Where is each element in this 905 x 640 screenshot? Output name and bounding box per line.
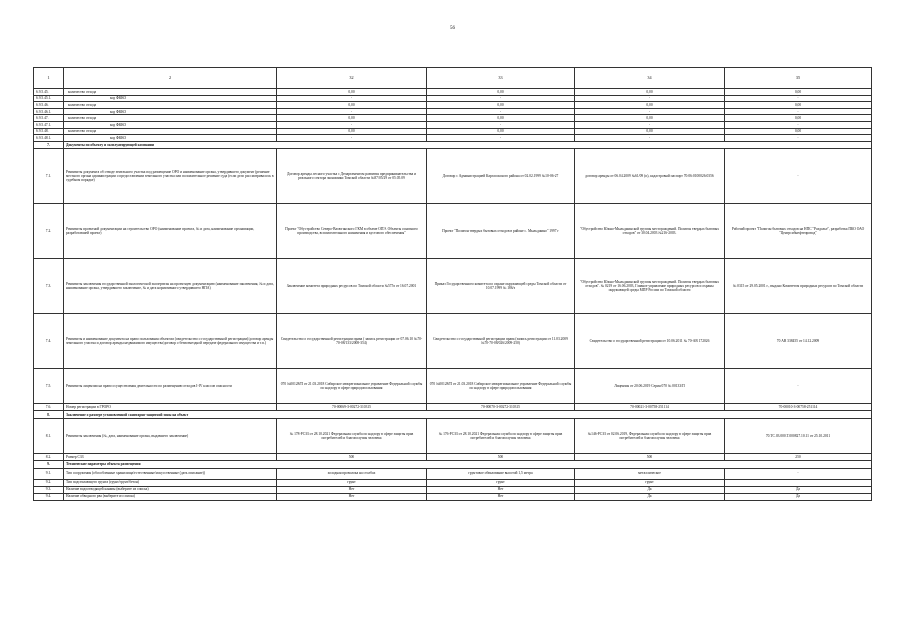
row-value: -: [725, 108, 872, 115]
row-value: холодная проволока на столбах: [277, 468, 427, 479]
table-row: [34, 468, 872, 479]
row-value: -: [277, 108, 427, 115]
section-number: 7.: [34, 141, 64, 149]
row-number: 8.1.: [34, 418, 64, 453]
row-value: грунт: [427, 479, 575, 486]
row-number: 7.3.: [34, 259, 64, 314]
row-value: 0,00: [725, 89, 872, 96]
row-value: грунт: [575, 479, 725, 486]
row-value: 0,00: [427, 102, 575, 109]
row-number: 7.1.: [34, 149, 64, 204]
row-value: 0,00: [725, 115, 872, 122]
section-row: [34, 460, 872, 468]
row-label: количество отхода: [64, 115, 277, 122]
row-label: Тип сооружения (обособленные хранилища/естественные/искусственные (дать описание)): [64, 468, 277, 479]
row-value: № 0315 от 29.05.2001 г., выдано Комитетом природных ресурсов по Томской области: [725, 259, 872, 314]
table-row: [34, 493, 872, 500]
row-value: договор аренды от 06.04.2009 №61/09 (п), кадастровый паспорт 70:06:0100026:0356: [575, 149, 725, 204]
row-value: Проект "Полигон твердых бытовых отходов в районе с. Мыльджино" 1997 г: [427, 204, 575, 259]
row-number: 7.2.: [34, 204, 64, 259]
table-row: [34, 204, 872, 259]
row-number: 6.9.5.46.1.: [34, 108, 64, 115]
row-value: 500: [277, 453, 427, 460]
row-value: грунтовое обвалование высотой 1,5 метра: [427, 468, 575, 479]
row-value: "Обустройство Южно-Мыльджинской группы месторождений. Полигон твердых бытовых отходов" от 30.04.2003 №216-2003.: [575, 204, 725, 259]
row-value: -: [277, 121, 427, 128]
row-number: 7.4.: [34, 314, 64, 369]
row-value: 0,00: [277, 115, 427, 122]
row-value: 0,00: [725, 128, 872, 135]
row-value: 70-00021-З-00758-251114: [575, 404, 725, 411]
row-value: Приказ Государственного комитета по охране окружающей среды Томской области от 10.07.1999 № 186/э: [427, 259, 575, 314]
table-row: [34, 149, 872, 204]
row-label: Реквизиты проектной документации на строительство ОРО (наименование проекта, № и дата, наименование организации, разработавшей проект): [64, 204, 277, 259]
row-label: Тип подстилающего грунта (грунт/грунт/бетон): [64, 479, 277, 486]
row-value: -: [725, 369, 872, 404]
row-value: Нет: [277, 493, 427, 500]
table-row: [34, 453, 872, 460]
row-value: -: [575, 121, 725, 128]
table-row: [34, 404, 872, 411]
column-header: 33: [427, 68, 575, 89]
row-value: Договор аренды лесного участка с Департаментом развития предпринимательства и реального сектора экономики Томской области №87/05/29 от 05.05.09: [277, 149, 427, 204]
row-label: количество отхода: [64, 89, 277, 96]
row-value: -: [277, 135, 427, 142]
row-value: 70-00070-З-00272-310315: [427, 404, 575, 411]
row-value: Да: [725, 493, 872, 500]
row-label: код ФККО: [64, 95, 277, 102]
row-label: код ФККО: [64, 135, 277, 142]
column-header: 2: [64, 68, 277, 89]
row-value: №146-РСЗЗ от 02.06.2019, Федеральная служба по надзору в сфере защиты прав потребителей и благополучия человека: [575, 418, 725, 453]
row-value: -: [427, 95, 575, 102]
table-row: [34, 121, 872, 128]
row-value: 0,00: [575, 89, 725, 96]
row-number: 6.9.5.48.1.: [34, 135, 64, 142]
row-label: Наличие водоотводящей канавы (выберите из списка): [64, 486, 277, 493]
table-row: [34, 89, 872, 96]
row-label: Реквизиты заключения государственной экологической экспертизы на проектную документацию (наименование заключения, № и дата, наименование органа, утвердившего заключение, № и дата нормативного утвердившего НПА): [64, 259, 277, 314]
row-label: Реквизиты заключения (№, дата, наименование органа, выдавшего заключение): [64, 418, 277, 453]
row-value: 0,00: [725, 102, 872, 109]
row-value: 070 №00128/П от 21.03.2018 Сибирское межрегиональное управление Федеральной службы по надзору в сфере природопользования: [277, 369, 427, 404]
table-row: [34, 108, 872, 115]
row-value: № 178-РСЗЗ от 28.10.2021 Федеральная служба по надзору в сфере защиты прав потребителей и благополучия человека: [277, 418, 427, 453]
row-value: [725, 479, 872, 486]
row-value: -: [725, 121, 872, 128]
row-label: код ФККО: [64, 121, 277, 128]
page-number: 56: [450, 26, 455, 31]
row-value: 0,00: [277, 128, 427, 135]
row-value: Нет: [427, 493, 575, 500]
table-row: [34, 479, 872, 486]
row-number: 6.9.5.46.: [34, 102, 64, 109]
table-row: [34, 128, 872, 135]
section-number: 8.: [34, 411, 64, 419]
column-header: 34: [575, 68, 725, 89]
row-value: № 176-РСЗЗ от 28.10.2021 Федеральная служба по надзору в сфере защиты прав потребителей и благополучия человека: [427, 418, 575, 453]
table-row: [34, 369, 872, 404]
row-value: Нет: [427, 486, 575, 493]
section-row: [34, 141, 872, 149]
table-row: [34, 102, 872, 109]
row-label: Размер СЗЗ: [64, 453, 277, 460]
section-title: Документы по объекту и эксплуатирующей компании: [64, 141, 872, 149]
row-value: -: [277, 95, 427, 102]
row-value: Рабочий проект "Полигон бытовых отходов на НПС "Раздолье", разработка ПКО ОАО "Центрсибнефтепровод": [725, 204, 872, 259]
row-value: Проект "Обустройство Северо-Васюганского ГКМ в объеме ОПЭ. Объекты основного производства, вспомогательного назначения и кустового обеспечения": [277, 204, 427, 259]
column-header: 35: [725, 68, 872, 89]
row-value: Заключение комитета природных ресурсов по Томской области №575э от 16.07.2001: [277, 259, 427, 314]
column-header: 1: [34, 68, 64, 89]
row-value: 0,00: [277, 102, 427, 109]
row-value: металлическое: [575, 468, 725, 479]
row-value: 500: [575, 453, 725, 460]
row-value: 070 №00128/П от 21.03.2018 Сибирское межрегиональное управление Федеральной службы по надзору в сфере природопользования: [427, 369, 575, 404]
row-number: 6.9.5.47.1.: [34, 121, 64, 128]
row-value: 0,00: [575, 128, 725, 135]
row-value: -: [725, 468, 872, 479]
row-number: 7.6.: [34, 404, 64, 411]
row-value: -: [725, 149, 872, 204]
row-label: Реквизиты и наименование документа на право пользования объектом (свидетельство о государственной регистрации)/договор аренды земельного участка и договор аренды недвижимого имущества/договор о безвозмездной передаче федерального имущества и т.п.): [64, 314, 277, 369]
row-number: 9.2.: [34, 479, 64, 486]
row-number: 6.9.5.45.: [34, 89, 64, 96]
row-value: -: [575, 135, 725, 142]
row-number: 9.3.: [34, 486, 64, 493]
row-value: 500: [427, 453, 575, 460]
row-value: 0,00: [427, 89, 575, 96]
row-value: Свидетельство о государственной регистрации права (запись регистрации от 11.03.2009 №70-70-08/026/2009-250): [427, 314, 575, 369]
row-value: -: [725, 135, 872, 142]
row-value: Договор с Администрацией Каргасокского района от 02.02.1999 №10-06-27: [427, 149, 575, 204]
row-label: количество отхода: [64, 128, 277, 135]
row-number: 7.5.: [34, 369, 64, 404]
row-number: 6.9.5.48.: [34, 128, 64, 135]
row-label: Реквизиты документа об отводе земельного участка под размещение ОРО и наименование органа, утвердившего документ (решение местного органа администрации о предоставлении земельного участка или положительное решение суда (если дело рассматривалось в судебном порядке): [64, 149, 277, 204]
table-row: [34, 115, 872, 122]
row-value: -: [575, 95, 725, 102]
row-value: 0,00: [427, 115, 575, 122]
row-value: -: [427, 108, 575, 115]
section-number: 9.: [34, 460, 64, 468]
data-table: [33, 67, 872, 501]
row-value: 0,00: [575, 115, 725, 122]
row-value: Да: [575, 486, 725, 493]
row-number: 8.2.: [34, 453, 64, 460]
row-value: "Обустройство Южно-Мыльджинской группы месторождений. Полигон твердых бытовых отходов". № 0219 от 16.06.2003, Главное управление природных ресурсов и охраны окружающей среды МПР России по Томской области: [575, 259, 725, 314]
section-title: Заключение о размере установленной санитарно-защитной зоны на объект: [64, 411, 872, 419]
row-value: 70-00069-З-00272-310315: [277, 404, 427, 411]
row-value: -: [427, 135, 575, 142]
row-label: код ФККО: [64, 108, 277, 115]
table-row: [34, 259, 872, 314]
table-row: [34, 135, 872, 142]
column-header: 32: [277, 68, 427, 89]
row-value: 70-00010-З-00758-251114: [725, 404, 872, 411]
row-label: Наличие обводного рва (выберите из списка): [64, 493, 277, 500]
table-header-row: [34, 68, 872, 89]
table-row: [34, 418, 872, 453]
row-value: Нет: [277, 486, 427, 493]
row-value: -: [575, 108, 725, 115]
row-value: 70.ТС.03.000.Т.000827.10.11 от 25.10.2011: [725, 418, 872, 453]
row-label: количество отхода: [64, 102, 277, 109]
row-value: Свидетельство о государственной регистрации от 10.06.2011 № 70-АВ 172026: [575, 314, 725, 369]
row-value: -: [725, 95, 872, 102]
row-value: 0,00: [277, 89, 427, 96]
row-value: Лицензия от 20.06.2019 Серия 070 № 00133/П: [575, 369, 725, 404]
row-number: 9.4.: [34, 493, 64, 500]
row-value: 250: [725, 453, 872, 460]
table-row: [34, 95, 872, 102]
row-value: Да: [575, 493, 725, 500]
table-row: [34, 486, 872, 493]
row-number: 9.1.: [34, 468, 64, 479]
row-value: Да: [725, 486, 872, 493]
row-value: -: [427, 121, 575, 128]
row-value: Свидетельство о государственной регистрации права ( запись регистрации от 07.06.10 №70-70-08/133/2008-354): [277, 314, 427, 369]
row-number: 6.9.5.47.: [34, 115, 64, 122]
row-value: 0,00: [575, 102, 725, 109]
section-row: [34, 411, 872, 419]
row-value: грунт: [277, 479, 427, 486]
row-value: 0,00: [427, 128, 575, 135]
table-row: [34, 314, 872, 369]
row-label: Номер регистрации в ГРОРО: [64, 404, 277, 411]
row-value: 70 АВ 338455 от 14.12.2009: [725, 314, 872, 369]
section-title: Технические параметры объекта размещения: [64, 460, 872, 468]
row-number: 6.9.5.45.1.: [34, 95, 64, 102]
row-label: Реквизиты лицензии на право осуществления деятельности по размещению отходов I-IV классов опасности: [64, 369, 277, 404]
